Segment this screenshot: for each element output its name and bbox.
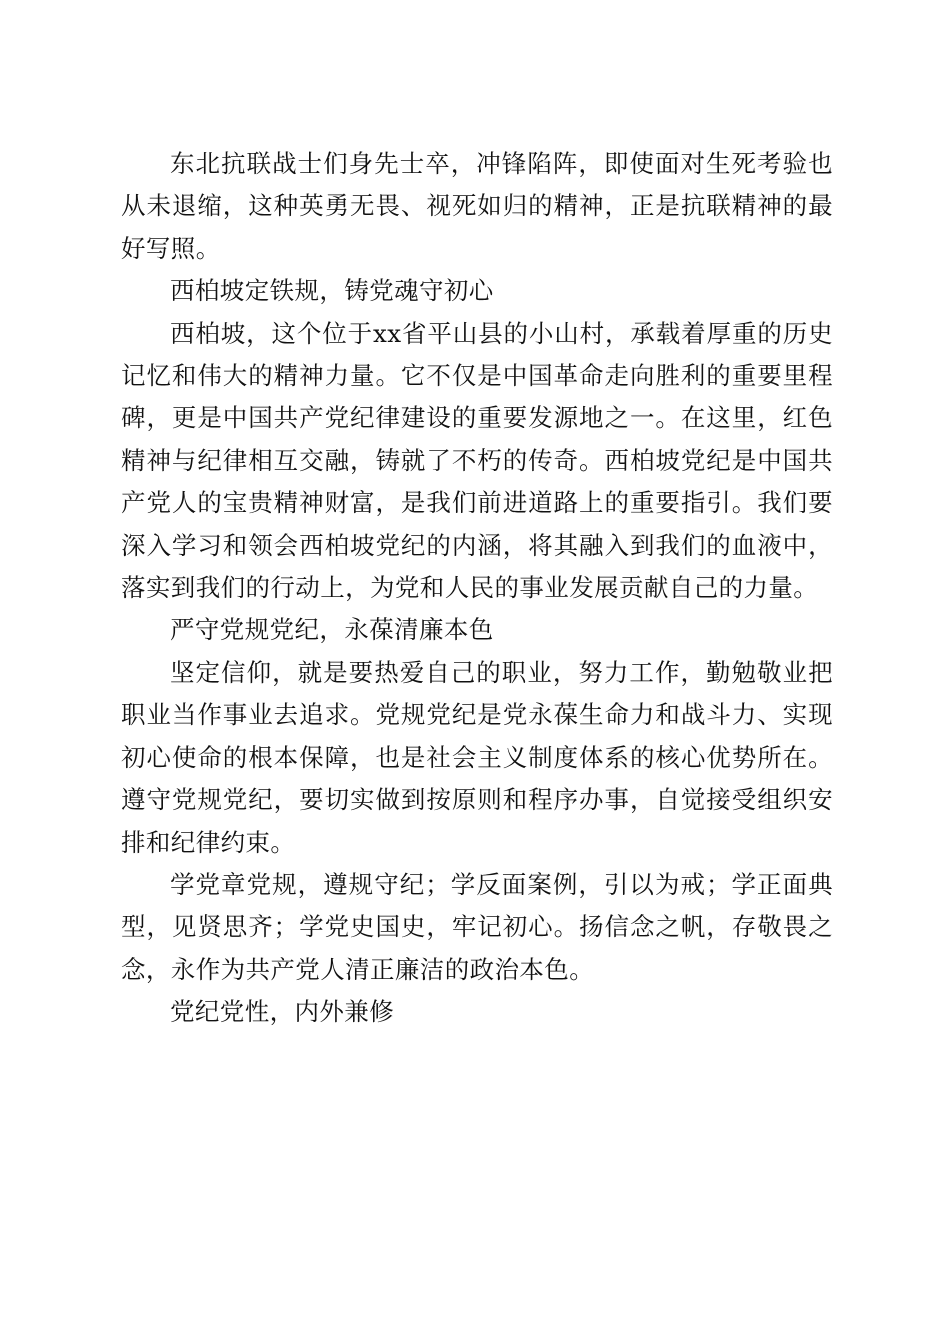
paragraph-anti-japanese-spirit: 东北抗联战士们身先士卒，冲锋陷阵，即使面对生死考验也从未退缩，这种英勇无畏、视死如归的精神，正是抗联精神的最好写照。	[121, 149, 833, 263]
paragraph-xibaipo: 西柏坡，这个位于xx省平山县的小山村，承载着厚重的历史记忆和伟大的精神力量。它不仅是中国革命走向胜利的重要里程碑，更是中国共产党纪律建设的重要发源地之一。在这里，红色精神与纪律相互交融，铸就了不朽的传奇。西柏坡党纪是中国共产党人的宝贵精神财富，是我们前进道路上的重要指引。我们要深入学习和领会西柏坡党纪的内涵，将其融入到我们的血液中，落实到我们的行动上，为党和人民的事业发展贡献自己的力量。	[121, 318, 833, 603]
paragraph-study-charter: 学党章党规，遵规守纪；学反面案例，引以为戒；学正面典型，见贤思齐；学党史国史，牢记初心。扬信念之帆，存敬畏之念，永作为共产党人清正廉洁的政治本色。	[121, 869, 833, 984]
paragraph-firm-belief: 坚定信仰，就是要热爱自己的职业，努力工作，勤勉敬业把职业当作事业去追求。党规党纪是党永葆生命力和战斗力、实现初心使命的根本保障，也是社会主义制度体系的核心优势所在。遵守党规党纪，要切实做到按原则和程序办事，自觉接受组织安排和纪律约束。	[121, 657, 833, 857]
heading-party-discipline: 严守党规党纪，永葆清廉本色	[170, 615, 494, 645]
heading-xibaipo: 西柏坡定铁规，铸党魂守初心	[170, 276, 494, 306]
heading-discipline-and-character: 党纪党性，内外兼修	[170, 997, 395, 1027]
document-body	[121, 143, 833, 1034]
